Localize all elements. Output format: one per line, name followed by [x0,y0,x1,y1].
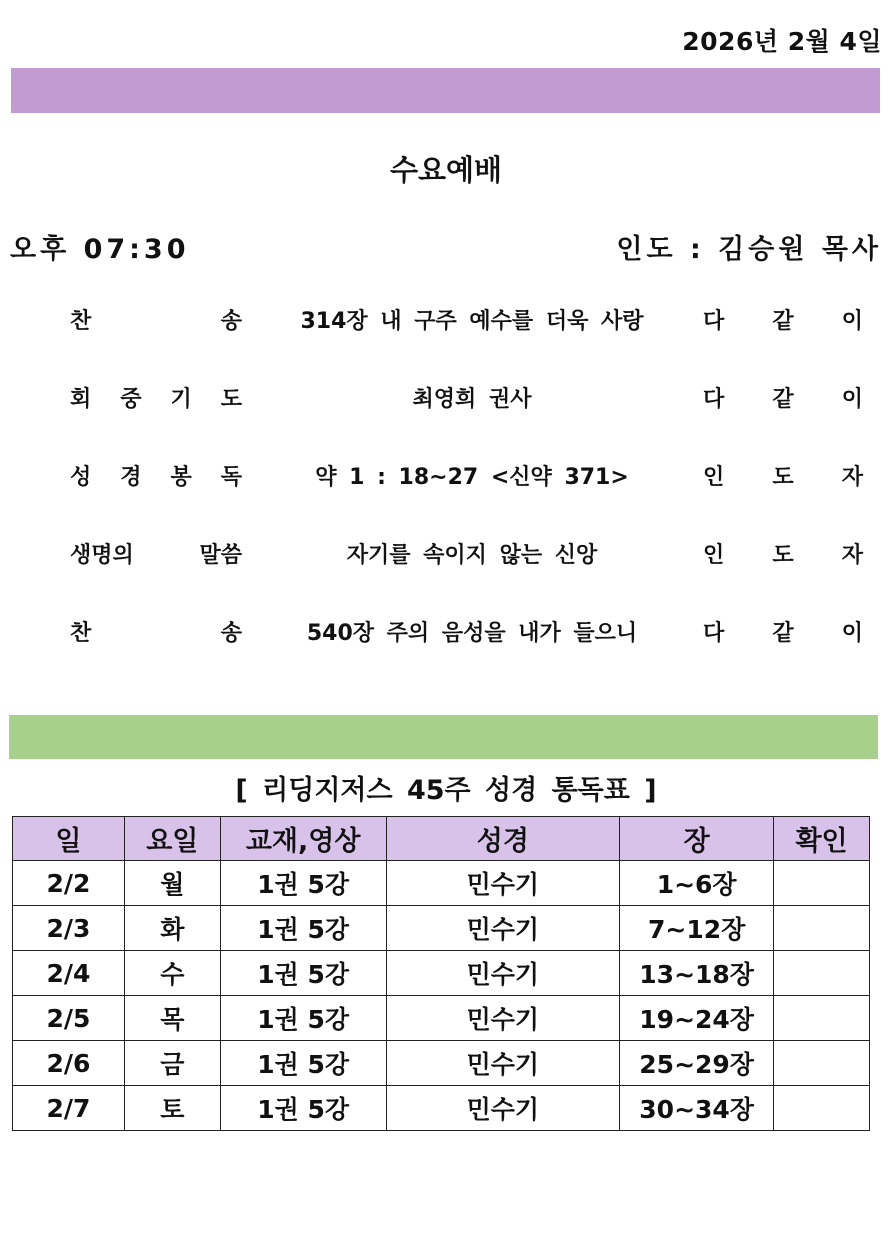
table-row [13,996,870,1041]
cell-check [774,1086,870,1131]
order-item-part: 경 [120,465,142,490]
header-weekday: 요일 [124,817,220,861]
service-time: 오후 07:30 [10,234,190,265]
table-row [13,1041,870,1086]
order-item-part: 송 [220,621,242,646]
order-item-part: 찬 [70,621,92,646]
cell-day: 2/4 [13,951,125,996]
order-participant [703,382,863,413]
table-row [13,1086,870,1131]
order-participant-part: 이 [841,309,863,334]
order-participant-part: 인 [703,465,725,490]
service-title: 수요예배 [389,153,503,187]
cell-check [774,1041,870,1086]
order-participant [703,616,863,647]
cell-day: 2/6 [13,1041,125,1086]
order-item [70,382,242,413]
cell-check [774,996,870,1041]
order-participant-part: 도 [772,543,794,568]
order-item [70,616,242,647]
order-item-part: 생명의 [70,543,134,568]
cell-day: 2/2 [13,861,125,906]
cell-chapters: 1~6장 [620,861,774,906]
order-content: 314장 내 구주 예수를 더욱 사랑 [300,309,644,334]
cell-material: 1권 5강 [220,1041,386,1086]
header-day: 일 [13,817,125,861]
service-leader: 인도 : 김승원 목사 [616,234,882,265]
order-item-part: 찬 [70,309,92,334]
cell-book: 민수기 [386,951,620,996]
header-chapters: 장 [620,817,774,861]
cell-day: 2/5 [13,996,125,1041]
order-item [70,538,242,569]
cell-book: 민수기 [386,996,620,1041]
header-color-bar [11,68,880,113]
order-participant-part: 같 [772,309,794,334]
cell-weekday: 목 [124,996,220,1041]
bulletin-date: 2026년 2월 4일 [682,27,882,56]
reading-plan-title: [ 리딩지저스 45주 성경 통독표 ] [235,775,657,806]
order-item-part: 기 [170,387,192,412]
cell-chapters: 25~29장 [620,1041,774,1086]
header-book: 성경 [386,817,620,861]
cell-weekday: 월 [124,861,220,906]
section-color-bar [9,715,878,759]
order-item-part: 송 [220,309,242,334]
table-row [13,951,870,996]
cell-weekday: 수 [124,951,220,996]
cell-material: 1권 5강 [220,861,386,906]
order-item-part: 회 [70,387,92,412]
cell-check [774,951,870,996]
cell-book: 민수기 [386,1086,620,1131]
cell-book: 민수기 [386,906,620,951]
order-content: 약 1 : 18~27 <신약 371> [315,465,629,490]
cell-chapters: 30~34장 [620,1086,774,1131]
order-participant-part: 다 [703,309,725,334]
order-row [0,456,892,496]
order-row [0,378,892,418]
order-participant-part: 도 [772,465,794,490]
order-item-part: 말씀 [199,543,242,568]
cell-chapters: 7~12장 [620,906,774,951]
order-participant-part: 다 [703,387,725,412]
order-participant-part: 같 [772,387,794,412]
cell-material: 1권 5강 [220,951,386,996]
cell-chapters: 19~24장 [620,996,774,1041]
order-item-part: 독 [220,465,242,490]
order-content: 최영희 권사 [412,387,532,412]
table-row [13,861,870,906]
cell-book: 민수기 [386,1041,620,1086]
order-participant-part: 인 [703,543,725,568]
order-participant-part: 다 [703,621,725,646]
cell-weekday: 화 [124,906,220,951]
order-content: 자기를 속이지 않는 신앙 [346,543,598,568]
header-check: 확인 [774,817,870,861]
order-item [70,460,242,491]
order-item [70,304,242,335]
reading-plan-table [12,816,870,1131]
order-participant [703,538,863,569]
cell-day: 2/3 [13,906,125,951]
cell-material: 1권 5강 [220,906,386,951]
cell-chapters: 13~18장 [620,951,774,996]
order-item-part: 중 [120,387,142,412]
table-header-row [13,817,870,861]
cell-material: 1권 5강 [220,996,386,1041]
cell-day: 2/7 [13,1086,125,1131]
order-row [0,300,892,340]
order-item-part: 봉 [170,465,192,490]
order-participant-part: 같 [772,621,794,646]
order-row [0,534,892,574]
order-participant [703,460,863,491]
order-participant-part: 이 [841,387,863,412]
table-row [13,906,870,951]
order-participant-part: 이 [841,621,863,646]
cell-book: 민수기 [386,861,620,906]
order-item-part: 성 [70,465,92,490]
header-material: 교재,영상 [220,817,386,861]
cell-material: 1권 5강 [220,1086,386,1131]
cell-weekday: 금 [124,1041,220,1086]
order-row [0,612,892,652]
order-participant [703,304,863,335]
cell-check [774,861,870,906]
cell-check [774,906,870,951]
order-participant-part: 자 [841,465,863,490]
order-item-part: 도 [220,387,242,412]
cell-weekday: 토 [124,1086,220,1131]
order-content: 540장 주의 음성을 내가 들으니 [306,621,638,646]
order-participant-part: 자 [841,543,863,568]
